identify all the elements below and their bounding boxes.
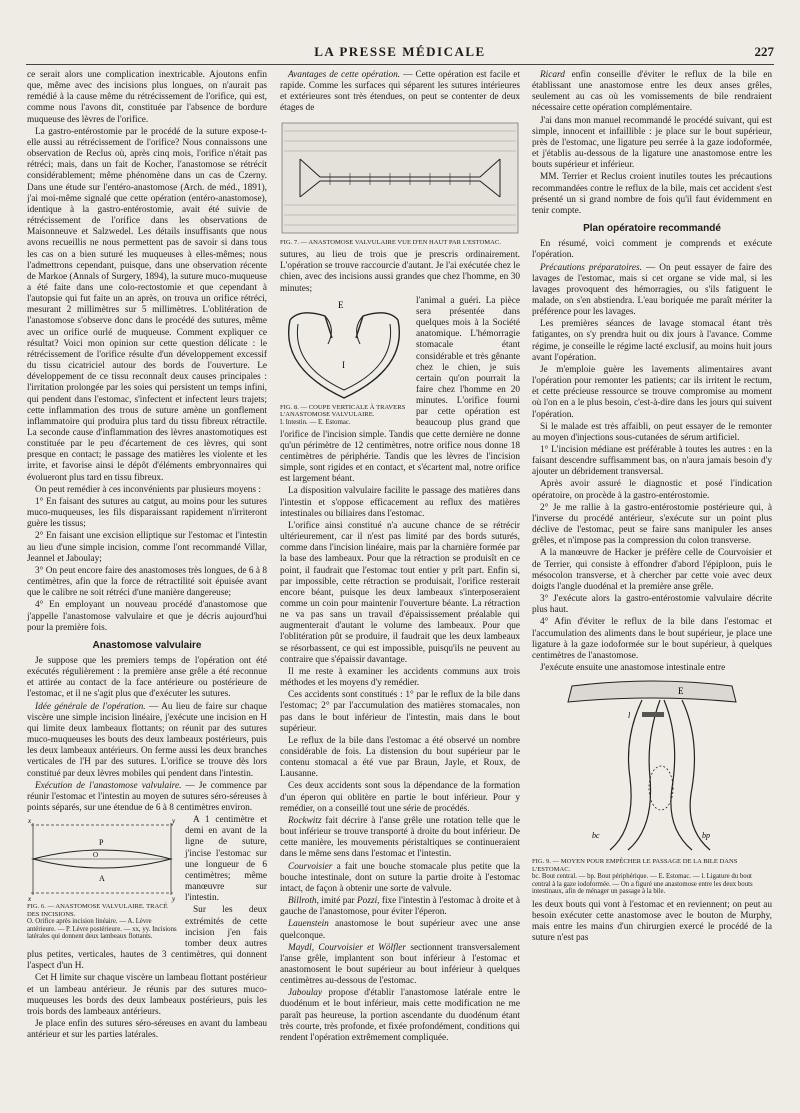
paragraph-text: anastomose le bout supérieur avec une anse quelconque.: [280, 919, 520, 941]
paragraph: 2° En faisant une excision elliptique sur l'estomac et l'intestin au lieu d'une simple incision, comme l'ont recommandé Villar, Jeannel et Jaboulay;: [27, 531, 267, 564]
paragraph-text: — On peut essayer de faire des lavages de l'estomac, mais si cet organe se vide mal, si les lavages provoquent des hémorragies, ou s'ils fatiguent le malade, on s'en abstiendra. L'eau boriquée me paraît mériter la préférence pour les lavages.: [532, 262, 772, 318]
paragraph: Cet H limite sur chaque viscère un lambeau flottant postérieur et un lambeau antérieur. Je réunis par des sutures muco-muqueuses les bords des deux lambeaux postérieurs, puis les trois bords des lambeaux antérieurs.: [27, 973, 267, 1017]
paragraph: [280, 943, 520, 988]
figure-7-drawing: [280, 119, 520, 239]
paragraph: Il me reste à examiner les accidents communs aux trois méthodes et les moyens d'y remédier.: [280, 666, 520, 689]
paragraph-text: — Je commence par réunir l'estomac et l'intestin au moyen de sutures séro-séreuses à points séparés, sur une étendue de 6 à 8 centimètres environ.: [27, 780, 267, 813]
paragraph-text: fait décrire à l'anse grêle une rotation telle que le bout inférieur se trouve transporté à droite du bout inférieur. De cette manière, les mouvements péristaltiques se continueraient dans le même sens dans l'estomac et l'intestin.: [280, 815, 520, 860]
paragraph: 3° J'exécute alors la gastro-entérostomie valvulaire décrite plus haut.: [532, 594, 772, 616]
paragraph: l'animal a guéri. La pièce sera présentée dans quelques mois à la Société anatomique. L'hémorragie stomacale étant considérable et très gênante chez le chien, je suis certain qu'on pourrait la faire chez l'homme en 20 minutes. L'orifice fourni par cette opération est beaucoup plus grand que l'orifice de l'incision simple. Tandis que cette dernière ne donne qu'un périmètre de 12 centimètres, notre orifice nous donne 18 centimètres de périphérie. Tandis que les lèvres de l'incision simple, sont rigides et en contact, et s'écartent mal, notre orifice est largement béant.: [280, 295, 520, 485]
figure-8-drawing: [280, 298, 408, 404]
paragraph-text: sectionnent transversalement l'anse grêle, implantent son bout inférieur à l'estomac et anastomosent le bout supérieur au bout inférieur à quelques centimètres au-dessous de l'estomac.: [280, 942, 520, 987]
paragraph-text: — Cette opération est facile et rapide. Comme les surfaces qui séparent les sutures intérieures et extérieures sont très étendues, on peut se contenter de deux étages de: [280, 70, 520, 114]
paragraph: [27, 702, 267, 780]
journal-title: LA PRESSE MÉDICALE: [314, 44, 486, 59]
ligature-mark: [642, 712, 664, 717]
paragraph: Sur les deux extrémités de cette incision j'en fais tomber deux autres plus petites, verticales, hautes de 3 centimètres, qui donnent l'aspect d'un H.: [27, 905, 267, 972]
paragraph: On peut remédier à ces inconvénients par plusieurs moyens :: [35, 484, 261, 495]
paragraph: L'orifice ainsi constitué n'a aucune chance de se rétrécir ultérieurement, car il n'est pas limité par des bords suturés, comme dans l'incision linéaire, mais par la charnière formée par la base des lambeaux. Pour que la rétraction se produisît en ce point, il faudrait que l'estomac tout entier y prît part. Enfin si, par impossible, cette rétraction se produisait, l'orifice resterait encore béant, puisque les deux lambeaux s'interposeraient comme un coin pour maintenir l'ouverture béante. La rétraction ne va pas sans un travail d'épaississement préalable qui augmenterait d'autant le volume des lambeaux. Pour que l'oblitération pût se produire, il faudrait que les deux lambeaux se résorbassent, ce qui est impossible, puisqu'ils ne peuvent au contraire que s'épaissir davantage.: [280, 520, 520, 665]
section-heading: Plan opératoire recommandé: [583, 223, 721, 235]
figure-6-caption: FIG. 6. — ANASTOMOSE VALVULAIRE. TRACÉ DES INCISIONS.: [27, 903, 168, 918]
paragraph: [280, 816, 520, 861]
paragraph: 2° Je me rallie à la gastro-entérostomie postérieure qui, à l'inverse du procédé antérieur, s'exécute sur un point plus déclive de l'estomac, peut se faire sans manipuler les anses grêles, et n'impose pas la compression du colon transverse.: [532, 502, 772, 547]
column-3: [532, 70, 772, 1106]
section-heading: Anastomose valvulaire: [92, 639, 202, 651]
subheading: Avantages de cette opération.: [288, 70, 401, 80]
label-bc: bc: [592, 831, 600, 841]
label-x: x: [28, 817, 32, 826]
author-name: Maydl, Courvoisier et Wölfler: [288, 942, 407, 953]
paragraph: [27, 781, 267, 814]
figure-8-caption: FIG. 8. — COUPE VERTICALE À TRAVERS L'ANASTOMOSE VALVULAIRE.: [280, 403, 406, 419]
paragraph-text: — Au lieu de faire sur chaque viscère une simple incision linéaire, j'exécute une incision en H qui limite deux lambeaux flottants; on réunit par des sutures muco-muqueuses les bouts des deux lambeaux postérieurs, puis les deux lambeaux antérieurs. On ferme aussi les deux branches verticales de l'H par des sutures. L'orifice se trouve dès lors constitué par deux lèvres mobiles qui pendent dans l'intestin.: [27, 701, 267, 779]
figure-6-legend: O. Orifice après incision linéaire. — A. Lèvre antérieure. — P. Lèvre postérieure. — xx, yy. Incisions latérales qui donnent deux lambeaux flottants.: [27, 918, 177, 941]
paragraph: Ces accidents sont constitués : 1° par le reflux de la bile dans l'estomac; 2° par l'accumulation des matières stomacales, non pas dans le bout inférieur de l'intestin, mais dans le bout supérieur.: [280, 690, 520, 734]
paragraph-text: enfin conseille d'éviter le reflux de la bile en établissant une anastomose entre les deux anses grêles, seulement au cas où les vomissements de bile rendraient nécessaire cette opération complémentaire.: [532, 70, 772, 114]
paragraph: A la manœuvre de Hacker je préfère celle de Courvoisier et de Terrier, qui consiste à effondrer d'abord l'épiploon, puis le mésocolon transverse, et à chercher par cette voie avec deux doigts l'angle duodénal et la première anse grêle.: [532, 548, 772, 592]
page-number: 227: [754, 44, 774, 59]
figure-9: [532, 678, 772, 896]
paragraph: Ces deux accidents sont sous la dépendance de la formation d'un éperon qui oblitère en partie le bout inférieur. Pour y remédier, on a conseillé tout une série de procédés.: [280, 781, 520, 814]
paragraph: En résumé, voici comment je comprends et exécute l'opération.: [532, 239, 772, 261]
subheading: Idée générale de l'opération.: [35, 701, 146, 712]
paragraph: Je suppose que les premiers temps de l'opération ont été exécutés régulièrement : la première anse grêle a été reconnue et attirée au contact de la face antérieure ou postérieure de l'estomac, et il ne s'agit plus que d'exécuter les sutures.: [27, 655, 267, 700]
column-1: [27, 70, 267, 1106]
label-x-bottom: x: [28, 895, 32, 904]
paragraph-text: fixe l'intestin à l'estomac à droite et à gauche de l'anastomose, pour éviter l'éperon.: [280, 896, 520, 918]
paragraph: [532, 70, 772, 115]
paragraph: Le reflux de la bile dans l'estomac a été observé un nombre considérable de fois. La distension du bout supérieur par le contenu stomacal a été vue par Braun, Jayle, et Roux, de Lausanne.: [280, 735, 520, 780]
paragraph: [280, 896, 520, 918]
page-header: [26, 44, 774, 65]
label-y: y: [172, 817, 176, 826]
paragraph: [280, 862, 520, 895]
figure-9-legend: bc. Bout central. — bp. Bout périphérique. — E. Estomac. — l. Ligature du bout central à la gaze iodoformée. — On a figuré une anastomose entre les deux bouts intestinaux, afin de ménager un passage à la bile.: [532, 873, 753, 896]
paragraph: sutures, au lieu de trois que je prescris ordinairement. L'opération se trouve raccourcie d'autant. Je l'ai exécutée chez le chien, avec des incisions aussi grandes que chez l'homme, en 30 minutes;: [280, 250, 520, 294]
paragraph: [280, 70, 520, 115]
paragraph: 4° En employant un nouveau procédé d'anastomose que j'appelle l'anastomose valvulaire et que je décris aujourd'hui pour la première fois.: [27, 600, 267, 633]
paragraph: A 1 centimètre et demi en avant de la ligne de suture, j'incise l'estomac sur une longueur de 6 centimètres; même manœuvre sur l'intestin.: [185, 815, 267, 904]
label-l: l: [628, 711, 631, 721]
column-2: [280, 70, 520, 1106]
label-y-bottom: y: [172, 895, 176, 904]
author-name: Rockwitz: [288, 815, 322, 826]
figure-7-caption: FIG. 7. — ANASTOMOSE VALVULAIRE VUE D'EN HAUT PAR L'ESTOMAC.: [280, 238, 501, 246]
figure-7: [280, 119, 520, 247]
paragraph: J'exécute ensuite une anastomose intestinale entre: [540, 662, 726, 673]
figure-6: [27, 817, 177, 941]
paragraph: La disposition valvulaire facilite le passage des matières dans l'intestin et s'oppose efficacement au reflux des matières intestinales ou biliaires dans l'estomac.: [280, 486, 520, 519]
label-bp: bp: [702, 831, 710, 841]
author-name: Pozzi,: [357, 896, 380, 907]
author-name: Jaboulay: [288, 988, 323, 999]
subheading: Exécution de l'anastomose valvulaire.: [35, 780, 182, 791]
figure-9-caption: FIG. 9. — MOYEN POUR EMPÊCHER LE PASSAGE DE LA BILE DANS L'ESTOMAC.: [532, 858, 738, 873]
paragraph-text: propose d'établir l'anastomose latérale entre le duodénum et le bout inférieur, mais cette modification ne me paraît pas heureuse, la portion ascendante du duodénum étant très courte, très profonde, et fixée profondément, conditions qui rendent l'opération extrêmement compliquée.: [280, 988, 520, 1043]
paragraph: Après avoir assuré le diagnostic et posé l'indication opératoire, on procède à la gastro-entérostomie.: [532, 479, 772, 501]
label-E: E: [338, 299, 344, 310]
paragraph: Si le malade est très affaibli, on peut essayer de le remonter au moyen d'injections sous-cutanées de sérum artificiel.: [532, 421, 772, 443]
author-name: Ricard: [540, 70, 565, 80]
paragraph: 1° En faisant des sutures au catgut, au moins pour les sutures muco-muqueuses, les fils disparaissant rapidement n'irriteront guère les tissus;: [27, 496, 267, 530]
author-name: Billroth,: [288, 896, 319, 907]
paragraph: [280, 919, 520, 941]
subheading: Précautions préparatoires.: [540, 262, 643, 273]
paragraph: MM. Terrier et Reclus croient inutiles toutes les précautions recommandées contre le reflux de la bile, mais cet accident s'est présenté un si grand nombre de fois qu'il faut évidemment en tenir compte.: [532, 172, 772, 216]
paragraph: Je m'emploie guère les lavements alimentaires avant l'opération pour remonter les patients; car ils irritent le rectum, et cette précieuse ressource se trouve compromise au moment où l'on en a le plus besoin, c'est-à-dire dans les jours qui suivent l'opération.: [532, 364, 772, 420]
paragraph: Les premières séances de lavage stomacal étant très fatigantes, on s'y prendra huit ou dix jours à l'avance. Comme régime, je conseille le régime lacté exclusif, au moins huit jours avant l'opération.: [532, 319, 772, 363]
label-E: E: [678, 686, 684, 697]
paragraph: ce serait alors une complication inextricable. Ajoutons enfin que, même avec des incisions plus longues, on n'aurait pas remédié à la cause même du rétrécissement de l'orifice, qui est, comme nous l'avons dit, constituée par l'absence de bordure muqueuse des lèvres de l'orifice.: [27, 70, 267, 125]
author-name: Lauenstein: [288, 919, 329, 930]
paragraph: [280, 988, 520, 1044]
paragraph: Je place enfin des sutures séro-séreuses en avant du lambeau antérieur et sur les parties latérales.: [27, 1018, 267, 1041]
paragraph: J'ai dans mon manuel recommandé le procédé suivant, qui est simple, innocent et infaillible : je place sur le bout supérieur, près de l'estomac, une ligature peu serrée à la gaze iodoformée, et j'établis au-dessous de la ligature une anastomose entre les bouts supérieur et inférieur.: [532, 115, 772, 171]
paragraph: [532, 263, 772, 319]
label-I: I: [342, 359, 345, 370]
paragraph: La gastro-entérostomie par le procédé de la suture expose-t-elle aussi au rétrécissement de l'orifice? Nous connaissons une observation de Reclus où, après cinq mois, l'orifice n'était pas rétréci; mais, dans un fait de Kocher, l'anastomose se rétrécit considérablement; même phénomène dans un cas de Czerny. Dans une étude sur l'entéro-anastomose (Arch. de méd., 1891), j'ai moi-même signalé que cette opération (entéro-anastomose), identique à la gastro-entérostomie, avait été suivie de rétrécissement de l'orifice dans les observations de Maisonneuve et Salzwedel. Les détails insuffisants que nous avons recueillis ne nous permettent pas de savoir si dans tous les cas on a bien suturé les muqueuses à elles-mêmes; nous l'admettrons cependant, puisque, dans une observation récente de Markoe (Annals of Surgery, 1894), la suture muco-muqueuse a été faite dans une colo-rectostomie et que cependant à l'autopsie qui fut faite un an après, on trouva un orifice rétréci, mesurant 2 millimètres sur 5 millimètres. L'oblitération de l'anastomose s'observe donc dans le procédé des sutures, même avec un orifice ourlé de muqueuse. Comment expliquer ce résultat? Voici mon opinion sur cette question délicate : le rétrécissement de l'orifice résulte d'un développement excessif du tissu cicatriciel autour des bords de l'ouverture. Le développement de ce tissu reconnaît deux causes principales : l'irritation prolongée par les soies qui persistent un temps infini, qui pendent dans l'estomac, s'infectent et infectent leurs trajets; cette inflammation des trous de suture amène un gonflement inflammatoire qui produira plus tard du tissu fibreux rétractile. La seconde cause d'inflammation des lèvres anastomotiques est constituée par le peu d'écartement de ces lèvres, qui sont presque en contact; le passage des matières les violente et les irrite, et favorise ainsi le dépôt d'éléments embryonnaires qui évolueront plus tard en tissu fibreux.: [27, 126, 267, 483]
figure-8: [280, 298, 408, 427]
label-P: P: [99, 838, 104, 848]
paragraph-text: a fait une bouche stomacale plus petite que la bouche intestinale, dont on suture la partie droite à l'estomac intact, de façon à obtenir une sorte de valvule.: [280, 861, 520, 894]
paragraph-text: imité par: [318, 896, 357, 907]
label-O: O: [93, 851, 99, 860]
paragraph: 4° Afin d'éviter le reflux de la bile dans l'estomac et l'accumulation des aliments dans le bout supérieur, je place une ligature à la gaze iodoformée sur le bout supérieur, à quelques centimètres de l'anastomose.: [532, 617, 772, 661]
paragraph: 1° L'incision médiane est préférable à toutes les autres : en la faisant descendre suffisamment bas, on n'aura jamais besoin d'y ajouter un débridement transversal.: [532, 445, 772, 478]
paragraph: les deux bouts qui vont à l'estomac et en reviennent; on peut au besoin exécuter cette anastomose avec le bouton de Murphy, mais entre les mains d'un chirurgien exercé le procédé de la suture n'est pas: [532, 899, 772, 944]
author-name: Courvoisier: [288, 861, 333, 872]
figure-6-drawing: [27, 817, 177, 903]
paragraph: 3° On peut encore faire des anastomoses très longues, de 6 à 8 centimètres, afin que la force de rétractilité soit épuisée avant que le calibre ne soit rétréci d'une manière dangereuse;: [27, 565, 267, 599]
label-A: A: [99, 874, 105, 884]
figure-9-drawing: [532, 678, 772, 858]
figure-8-legend: I. Intestin. — E. Estomac.: [280, 418, 351, 426]
